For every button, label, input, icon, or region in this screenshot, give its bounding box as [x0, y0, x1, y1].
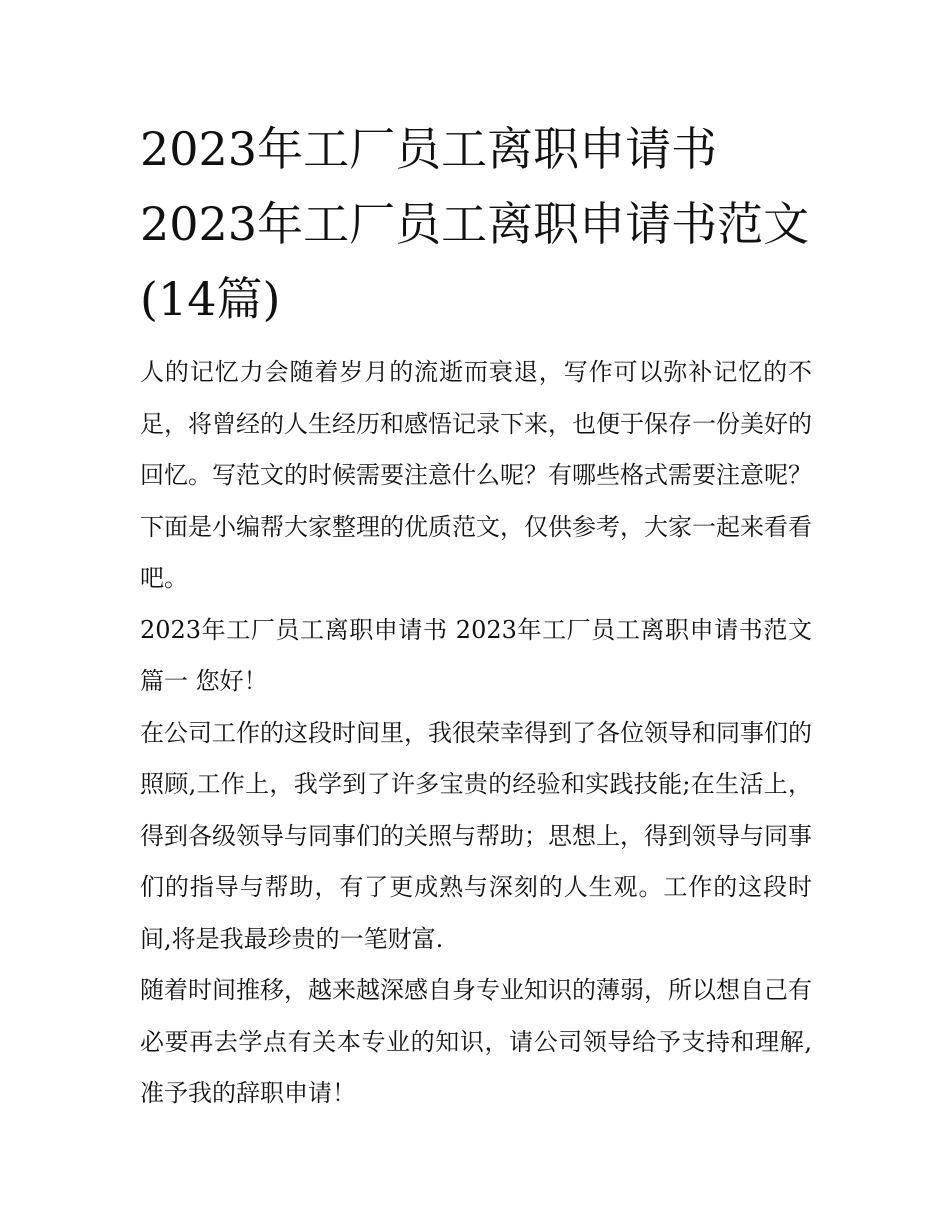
intro-paragraph: 人的记忆力会随着岁月的流逝而衰退，写作可以弥补记忆的不足，将曾经的人生经历和感悟记录下来，也便于保存一份美好的回忆。写范文的时候需要注意什么呢？有哪些格式需要注意呢？下面是小编帮大家整理的优质范文，仅供参考，大家一起来看看吧。: [140, 358, 812, 592]
section-heading-paragraph: 2023年工厂员工离职申请书 2023年工厂员工离职申请书范文篇一 您好！: [140, 615, 812, 695]
document-title: 2023年工厂员工离职申请书 2023年工厂员工离职申请书范文(14篇): [140, 122, 810, 326]
document-page: [140, 112, 812, 1120]
body-paragraph-resignation: 随着时间推移，越来越深感自身专业知识的薄弱，所以想自己有必要再去学点有关本专业的知识，请公司领导给予支持和理解,准予我的辞职申请！: [140, 976, 812, 1107]
body-paragraph-gratitude: 在公司工作的这段时间里，我很荣幸得到了各位领导和同事们的照顾,工作上，我学到了许多宝贵的经验和实践技能;在生活上，得到各级领导与同事们的关照与帮助；思想上，得到领导与同事们的指导与帮助，有了更成熟与深刻的人生观。工作的这段时间,将是我最珍贵的一笔财富.: [140, 718, 812, 953]
